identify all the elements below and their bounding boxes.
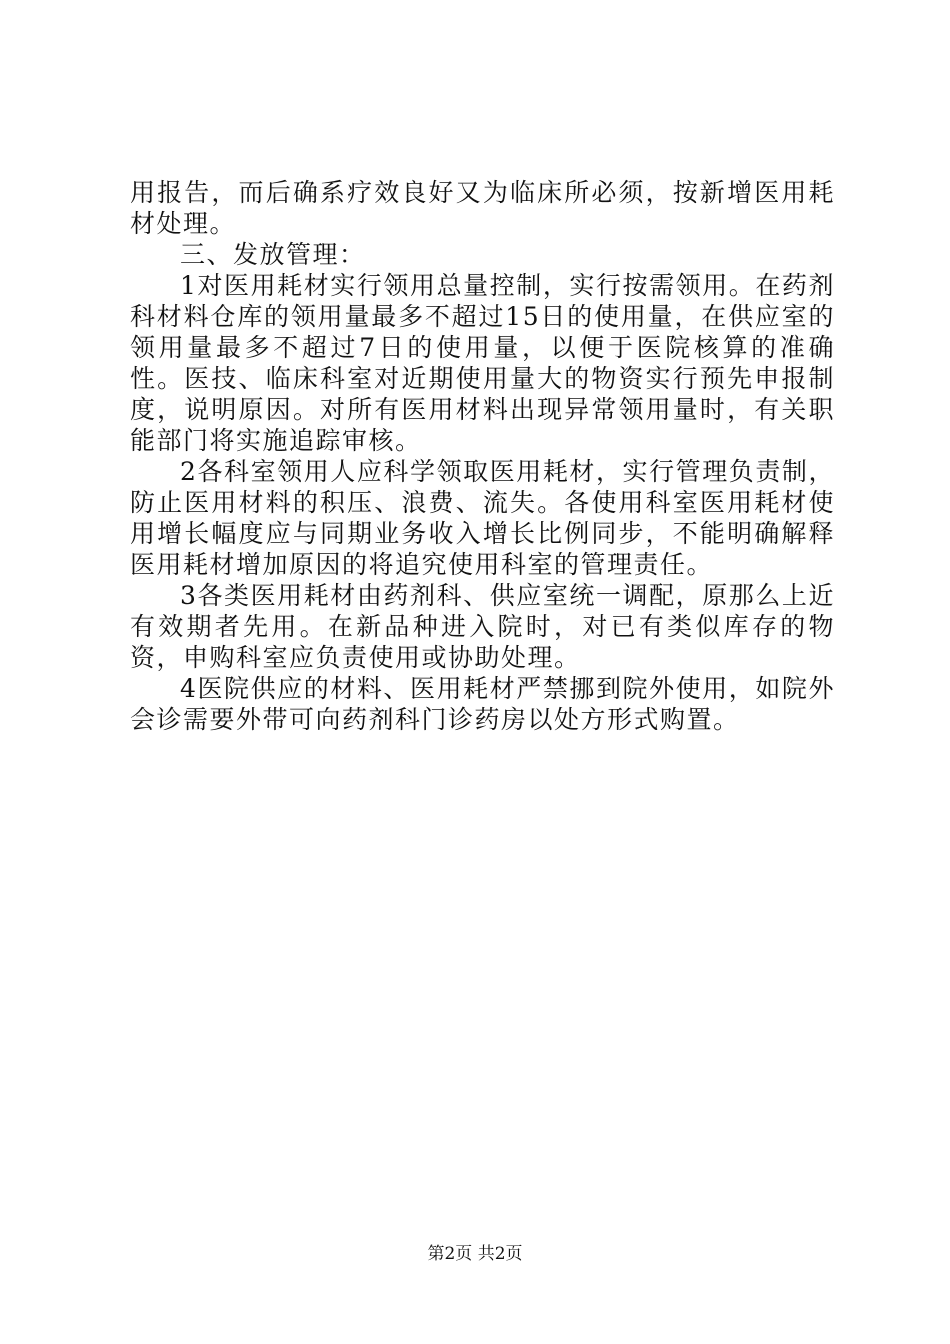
paragraph-continuation: 用报告，而后确系疗效良好又为临床所必须，按新增医用耗材处理。 (130, 178, 835, 238)
paragraph-item-1: 1对医用耗材实行领用总量控制，实行按需领用。在药剂科材料仓库的领用量最多不超过15日的使用量，在供应室的领用量最多不超过7日的使用量，以便于医院核算的准确性。医技、临床科室对近期使用量大的物资实行预先申报制度，说明原因。对所有医用材料出现异常领用量时，有关职能部门将实施追踪审核。 (130, 271, 835, 455)
paragraph-item-4: 4医院供应的材料、医用耗材严禁挪到院外使用，如院外会诊需要外带可向药剂科门诊药房以处方形式购置。 (130, 674, 835, 734)
paragraph-item-2: 2各科室领用人应科学领取医用耗材，实行管理负责制，防止医用材料的积压、浪费、流失。各使用科室医用耗材使用增长幅度应与同期业务收入增长比例同步，不能明确解释医用耗材增加原因的将追究使用科室的管理责任。 (130, 457, 835, 579)
page-number-footer: 第2页 共2页 (427, 1244, 523, 1264)
document-body (130, 177, 835, 735)
section-heading-distribution: 三、发放管理： (180, 240, 366, 269)
paragraph-item-3: 3各类医用耗材由药剂科、供应室统一调配，原那么上近有效期者先用。在新品种进入院时，对已有类似库存的物资，申购科室应负责使用或协助处理。 (130, 581, 835, 672)
